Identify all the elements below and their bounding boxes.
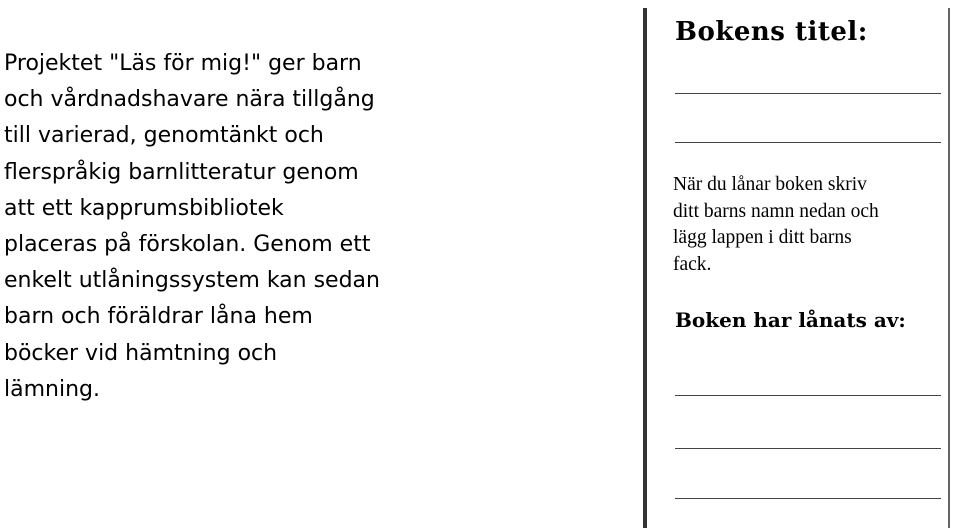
instruction-line: ditt barns namn nedan och xyxy=(673,200,879,222)
intro-line: till varierad, genomtänkt och xyxy=(4,123,324,149)
borrower-write-line xyxy=(675,498,941,499)
intro-line: lämning. xyxy=(4,376,100,402)
instruction-line: lägg lappen i ditt barns xyxy=(673,227,852,248)
intro-line: att ett kapprumsbibliotek xyxy=(4,195,284,221)
intro-line: barn och föräldrar låna hem xyxy=(4,304,313,330)
intro-line: och vårdnadshavare nära tillgång xyxy=(4,87,375,113)
borrower-write-line xyxy=(675,448,941,449)
book-title-label: Bokens titel: xyxy=(675,17,868,47)
intro-line: Projektet "Läs för mig!" ger barn xyxy=(4,51,362,76)
instruction-line: fack. xyxy=(673,253,712,275)
card-border-right xyxy=(948,8,950,528)
title-write-line xyxy=(675,142,941,143)
intro-line: placeras på förskolan. Genom ett xyxy=(4,232,371,258)
borrower-write-line xyxy=(675,395,941,396)
intro-line: böcker vid hämtning och xyxy=(4,340,278,366)
borrowed-by-label: Boken har lånats av: xyxy=(675,308,906,332)
title-write-line xyxy=(675,93,941,94)
card-border-left xyxy=(643,8,647,528)
intro-paragraph xyxy=(4,46,414,408)
intro-line: flerspråkig barnlitteratur genom xyxy=(4,159,359,185)
borrowing-card xyxy=(643,8,953,528)
card-instructions xyxy=(673,172,933,278)
instruction-line: När du lånar boken skriv xyxy=(673,174,867,195)
intro-line: enkelt utlåningssystem kan sedan xyxy=(4,268,380,294)
